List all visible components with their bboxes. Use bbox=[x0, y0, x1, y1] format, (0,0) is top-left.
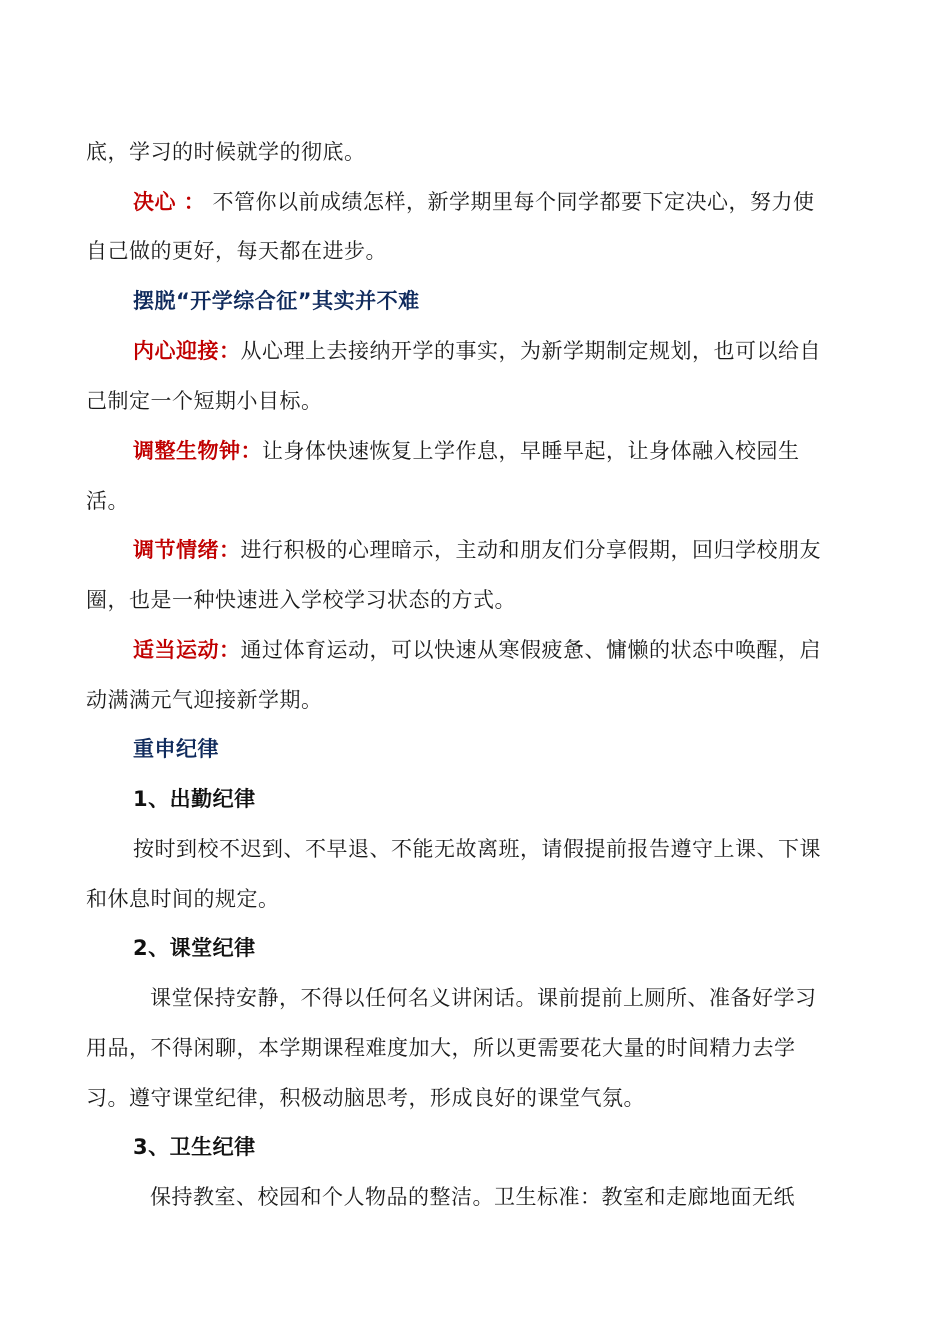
text: 圈，也是一种快速进入学校学习状态的方式。 bbox=[86, 588, 516, 612]
heading-syndrome: 摆脱“开学综合征”其实并不难 bbox=[133, 289, 420, 313]
label-exercise: 适当运动： bbox=[133, 638, 241, 662]
heading-hygiene: 3、卫生纪律 bbox=[133, 1135, 256, 1159]
text: 活。 bbox=[86, 489, 129, 513]
text: 通过体育运动，可以快速从寒假疲惫、慵懒的状态中唤醒，启 bbox=[240, 638, 821, 662]
heading-discipline: 重申纪律 bbox=[133, 737, 219, 761]
paragraph-line bbox=[150, 1182, 940, 1212]
text: 进行积极的心理暗示，主动和朋友们分享假期，回归学校朋友 bbox=[240, 538, 821, 562]
paragraph-clock bbox=[133, 436, 923, 466]
paragraph-line bbox=[86, 386, 876, 416]
label-clock: 调整生物钟： bbox=[133, 439, 262, 463]
heading-attendance: 1、出勤纪律 bbox=[133, 787, 256, 811]
text: 用品，不得闲聊，本学期课程难度加大，所以更需要花大量的时间精力去学 bbox=[86, 1036, 796, 1060]
label-mood: 调节情绪： bbox=[133, 538, 241, 562]
paragraph-line bbox=[86, 685, 876, 715]
text: 底，学习的时候就学的彻底。 bbox=[86, 140, 366, 164]
paragraph-line bbox=[86, 585, 876, 615]
text: 和休息时间的规定。 bbox=[86, 887, 280, 911]
text: 己制定一个短期小目标。 bbox=[86, 389, 323, 413]
text: 自己做的更好，每天都在进步。 bbox=[86, 239, 387, 263]
paragraph-line bbox=[86, 1083, 876, 1113]
paragraph-line bbox=[86, 884, 876, 914]
paragraph-line bbox=[150, 983, 940, 1013]
text: 按时到校不迟到、不早退、不能无故离班，请假提前报告遵守上课、下课 bbox=[133, 837, 821, 861]
paragraph-mood bbox=[133, 535, 923, 565]
label-resolve: 决心 ： bbox=[133, 190, 206, 214]
label-welcome: 内心迎接： bbox=[133, 339, 241, 363]
text: 不管你以前成绩怎样，新学期里每个同学都要下定决心，努力使 bbox=[205, 190, 815, 214]
heading-classroom: 2、课堂纪律 bbox=[133, 936, 256, 960]
paragraph-line bbox=[86, 137, 876, 167]
paragraph-line bbox=[86, 486, 876, 516]
paragraph-welcome bbox=[133, 336, 923, 366]
paragraph-resolve bbox=[133, 187, 923, 217]
text: 从心理上去接纳开学的事实，为新学期制定规划，也可以给自 bbox=[240, 339, 821, 363]
text: 习。遵守课堂纪律，积极动脑思考，形成良好的课堂气氛。 bbox=[86, 1086, 645, 1110]
text: 动满满元气迎接新学期。 bbox=[86, 688, 323, 712]
paragraph-line bbox=[86, 1033, 876, 1063]
paragraph-line bbox=[86, 236, 876, 266]
paragraph-exercise bbox=[133, 635, 923, 665]
paragraph-line bbox=[133, 834, 923, 864]
text: 保持教室、校园和个人物品的整洁。卫生标准：教室和走廊地面无纸 bbox=[150, 1185, 795, 1209]
text: 让身体快速恢复上学作息，早睡早起，让身体融入校园生 bbox=[262, 439, 800, 463]
text: 课堂保持安静，不得以任何名义讲闲话。课前提前上厕所、准备好学习 bbox=[150, 986, 817, 1010]
